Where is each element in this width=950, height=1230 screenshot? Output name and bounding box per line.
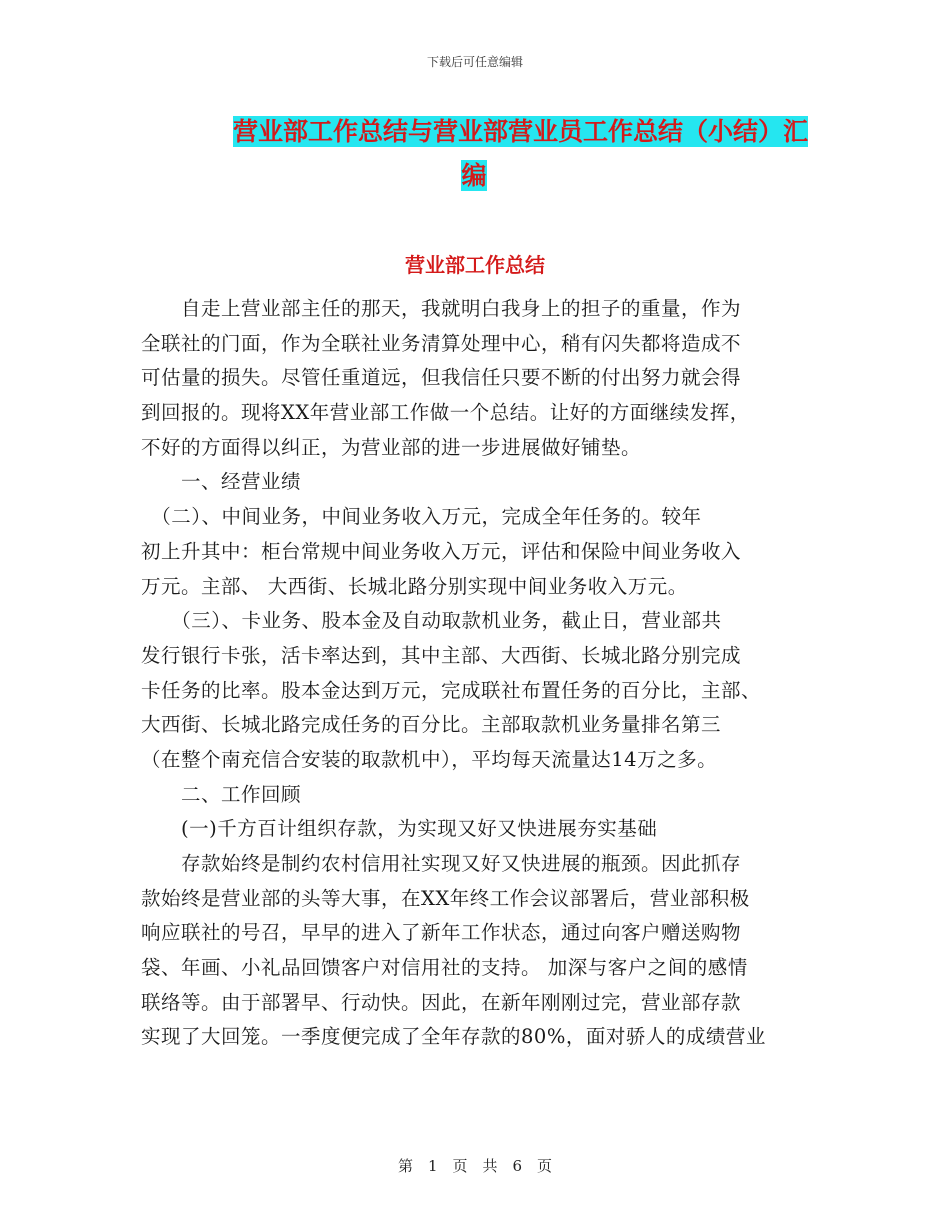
text-line: 万元。主部、 大西街、长城北路分别实现中间业务收入万元。 [141,574,688,598]
text-line: 可估量的损失。尽管任重道远，但我信任只要不断的付出努力就会得 [141,366,742,390]
text-line: 联络等。由于部署早、行动快。因此，在新年刚刚过完，营业部存款 [141,990,742,1014]
text-line: （三）、卡业务、股本金及自动取款机业务，截止日，营业部共 [141,609,722,633]
text-line: 袋、年画、小礼品回馈客户对信用社的支持。 加深与客户之间的感情 [141,956,748,980]
text-line: 全联社的门面，作为全联社业务清算处理中心，稍有闪失都将造成不 [141,331,742,355]
text-line: 响应联社的号召，早早的进入了新年工作状态，通过向客户赠送购物 [141,921,742,945]
text-line: 到回报的。现将XX年营业部工作做一个总结。让好的方面继续发挥， [141,401,750,425]
text-line: 卡任务的比率。股本金达到万元，完成联社布置任务的百分比，主部、 [141,678,762,702]
text-line: 款始终是营业部的头等大事，在XX年终工作会议部署后，营业部积极 [141,886,750,910]
text-line: (一)千方百计组织存款，为实现又好又快进展夯实基础 [141,817,658,841]
title-line-2: 编 [461,161,487,190]
text-line: 二、工作回顾 [141,782,302,806]
text-line: 存款始终是制约农村信用社实现又好又快进展的瓶颈。因此抓存 [141,852,742,875]
body-text [141,292,809,1055]
text-line: 发行银行卡张，活卡率达到，其中主部、大西街、长城北路分别完成 [141,643,742,667]
text-line: 实现了大回笼。一季度便完成了全年存款的80%，面对骄人的成绩营业 [141,1025,766,1049]
text-line: 不好的方面得以纠正，为营业部的进一步进展做好铺垫。 [141,435,642,459]
text-line: 自走上营业部主任的那天，我就明白我身上的担子的重量，作为 [141,297,742,320]
document-title [140,110,808,197]
text-line: 一、经营业绩 [141,470,302,494]
text-line: 初上升其中：柜台常规中间业务收入万元，评估和保险中间业务收入 [141,539,742,563]
section-title: 营业部工作总结 [405,253,545,277]
page-header-note: 下载后可任意编辑 [426,55,523,69]
title-line-1: 营业部工作总结与营业部营业员工作总结（小结）汇 [232,117,808,146]
text-line: （二）、中间业务，中间业务收入万元，完成全年任务的。较年 [141,505,702,529]
text-line: （在整个南充信合安装的取款机中），平均每天流量达14万之多。 [141,747,718,771]
text-line: 大西街、长城北路完成任务的百分比。主部取款机业务量排名第三 [141,713,722,737]
page-footer: 第 1 页 共 6 页 [397,1157,553,1175]
